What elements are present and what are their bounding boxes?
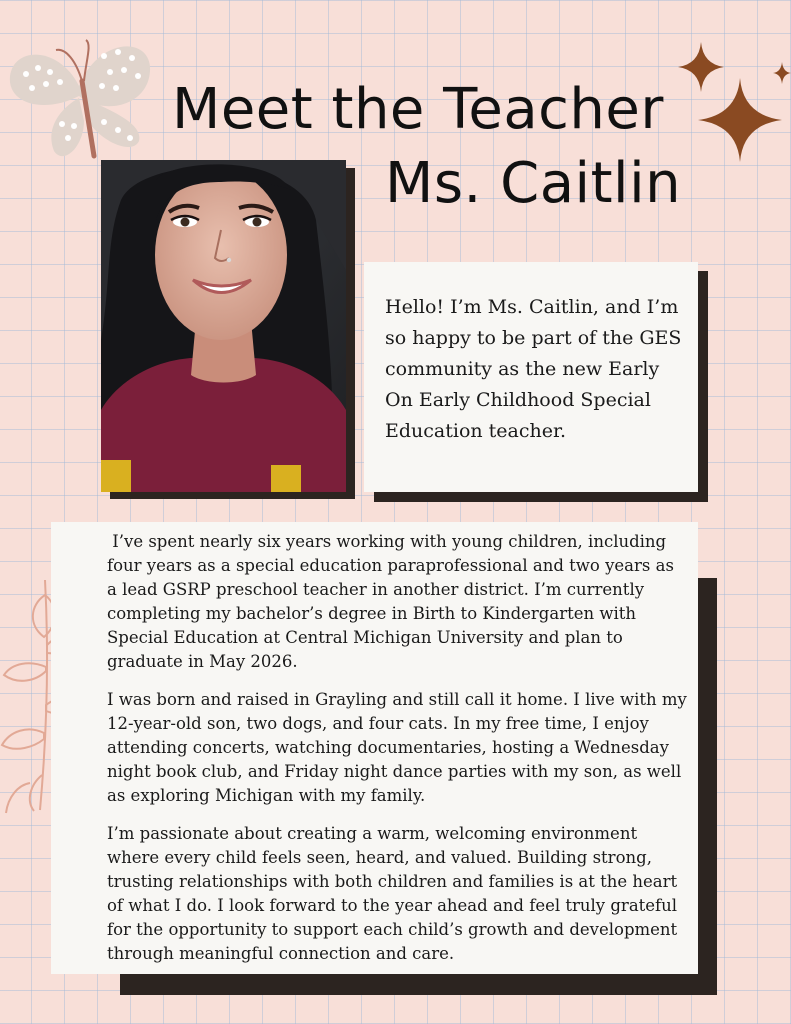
paragraph-experience: I’ve spent nearly six years working with young children, including four years as a special education paraprofessional and two years as a lead GSRP preschool teacher in another district. I’m currently completing my bachelor’s degree in Birth to Kindergarten with Special Education at Central Michigan University and plan to graduate in May 2026. — [107, 532, 680, 671]
paragraph-personal: I was born and raised in Grayling and still call it home. I live with my 12-year-old son, two dogs, and four cats. In my free time, I enjoy attending concerts, watching documentaries, hosting a Wednesday night book club, and Friday night dance parties with my son, as well as exploring Michigan with my family. — [107, 690, 693, 805]
teacher-photo — [101, 160, 346, 492]
intro-card — [364, 262, 698, 492]
sparkle-icon — [676, 40, 791, 165]
page-title: Meet the Teacher — [172, 77, 664, 142]
intro-text: Hello! I’m Ms. Caitlin, and I’m so happy to be part of the GES community as the new Early On Early Childhood Special Education teacher. — [385, 296, 682, 442]
body-card — [51, 522, 698, 974]
paragraph-philosophy: I’m passionate about creating a warm, welcoming environment where every child feels seen, heard, and valued. Building strong, trusting relationships with both children and families is at the heart of what I do. I look forward to the year ahead and feel truly grateful for the opportunity to support each child’s growth and development through meaningful connection and care. — [107, 824, 683, 963]
teacher-name: Ms. Caitlin — [385, 151, 682, 216]
body-text — [107, 530, 693, 980]
butterfly-icon — [4, 26, 154, 166]
